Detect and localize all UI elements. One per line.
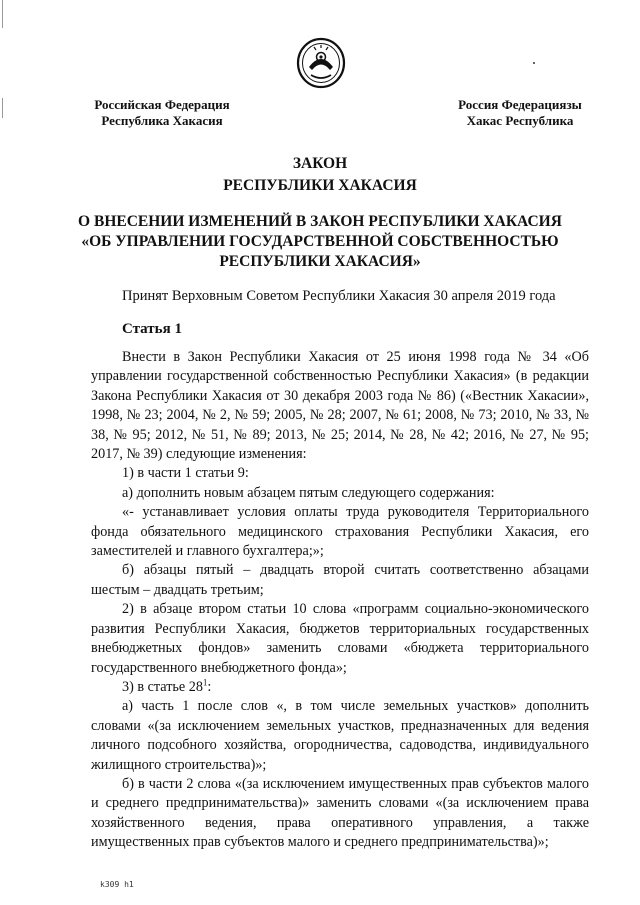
document-code: k309 h1 (100, 880, 134, 889)
paragraph: а) дополнить новым абзацем пятым следующего содержания: (122, 484, 495, 501)
scan-dot (533, 62, 535, 64)
paragraph-tail: : (207, 678, 212, 695)
article-heading: Статья 1 (122, 321, 182, 337)
law-title: ЗАКОН (292, 155, 348, 172)
header-right (440, 97, 600, 129)
paragraph (91, 678, 589, 697)
law-subject-line1: О ВНЕСЕНИИ ИЗМЕНЕНИЙ В ЗАКОН РЕСПУБЛИКИ ХАКАСИЯ (78, 213, 562, 230)
paragraph: 2) в абзаце втором статьи 10 слова «программ социально-экономического развития Республики Хакасия, бюджетов территориальных государственных внебюджетных фондов» заменить словами «бюджета территориального государственного внебюджетного фонда»; (91, 601, 589, 676)
law-subject-line2: «ОБ УПРАВЛЕНИИ ГОСУДАРСТВЕННОЙ СОБСТВЕННОСТЬЮ (81, 233, 559, 250)
scan-edge-mark (2, 98, 3, 118)
paragraph: б) в части 2 слова «(за исключением имущественных прав субъектов малого и среднего предпринимательства)» заменить словами «(за исключением права хозяйственного ведения, права оперативного управления, а также имущественных прав субъектов малого и среднего предпринимательства)»; (91, 775, 589, 851)
law-title-republic: РЕСПУБЛИКИ ХАКАСИЯ (223, 177, 417, 194)
paragraph: 1) в части 1 статьи 9: (122, 465, 249, 482)
paragraph: а) часть 1 после слов «, в том числе земельных участков» дополнить словами «(за исключением земельных участков, предназначенных для ведения личного подсобного хозяйства, огородничества, садоводства, индивидуального жилищного строительства)»; (91, 698, 589, 773)
khakassia-emblem-icon (296, 37, 346, 89)
paragraph: Внести в Закон Республики Хакасия от 25 июня 1998 года № 34 «Об управлении государственной собственностью Республики Хакасия» (в редакции Закона Республики Хакасия от 30 декабря 2003 года № 86) («Вестник Хакасии», 1998, № 23; 2004, № 2, № 59; 2005, № 28; 2007, № 61; 2008, № 73; 2010, № 33, № 38, № 95; 2012, № 51, № 89; 2013, № 25; 2014, № 28, № 42; 2016, № 27, № 95; 2017, № 39) следующие изменения: (91, 349, 589, 463)
header-left (82, 97, 242, 129)
superscript: 1 (202, 677, 208, 688)
law-body (91, 348, 589, 853)
adoption-statement: Принят Верховным Советом Республики Хакасия 30 апреля 2019 года (122, 288, 556, 304)
header-left-line2: Республика Хакасия (101, 113, 223, 128)
scan-edge-mark (2, 0, 3, 28)
paragraph-text: 3) в статье 28 (122, 678, 203, 695)
paragraph: б) абзацы пятый – двадцать второй считать соответственно абзацами шестым – двадцать третьим; (91, 562, 589, 598)
header-right-line1: Россия Федерациязы (458, 97, 582, 112)
paragraph: «- устанавливает условия оплаты труда руководителя Территориального фонда обязательного медицинского страхования Республики Хакасия, его заместителей и главного бухгалтера;»; (91, 504, 589, 560)
header-left-line1: Российская Федерация (94, 97, 230, 112)
law-subject-line3: РЕСПУБЛИКИ ХАКАСИЯ» (219, 253, 421, 270)
header-right-line2: Хакас Республика (466, 113, 574, 128)
